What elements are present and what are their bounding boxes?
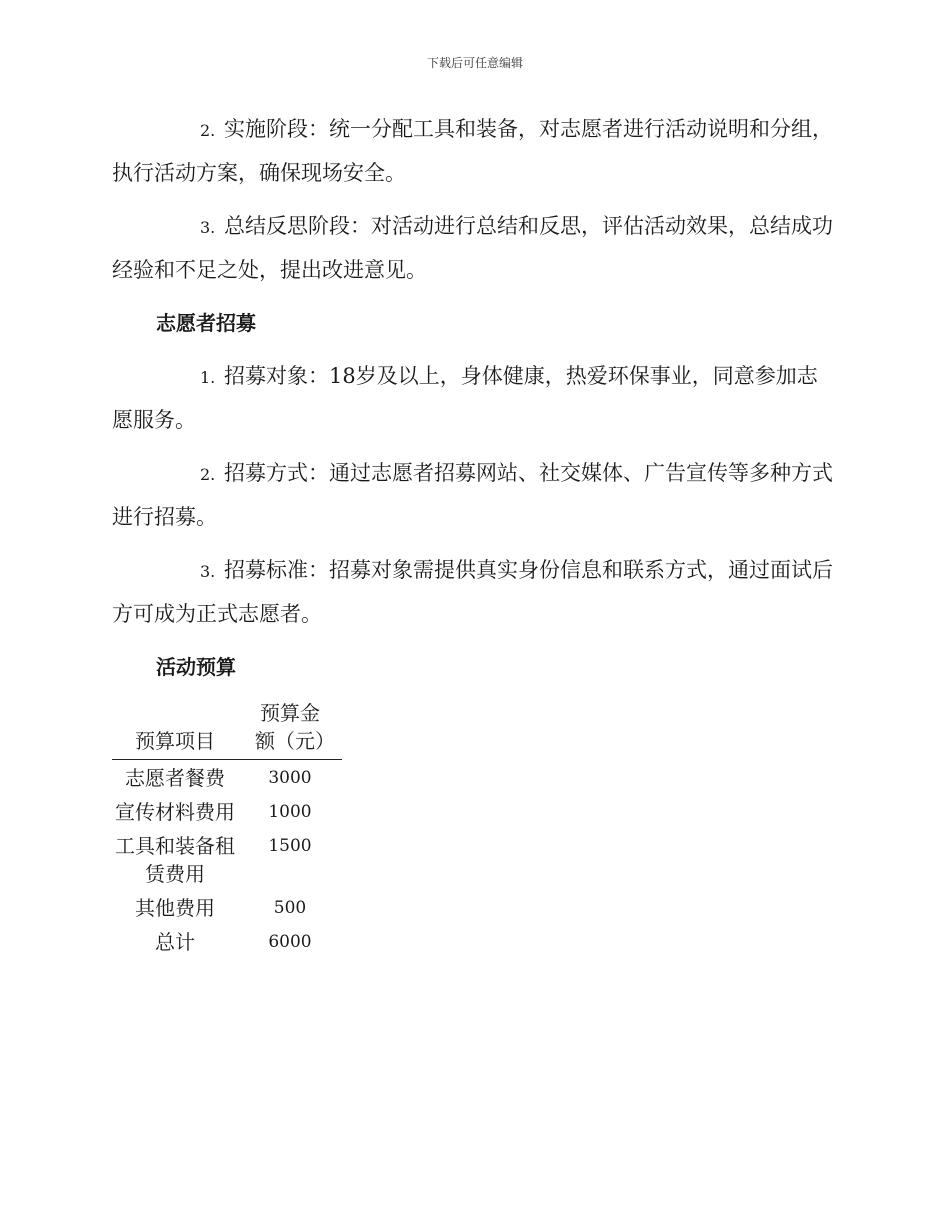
list-item <box>112 549 838 636</box>
list-item <box>112 205 838 292</box>
list-number: 3. <box>200 218 216 237</box>
section-heading-recruit: 志愿者招募 <box>156 311 256 335</box>
table-cell: 3000 <box>268 768 312 788</box>
page-header: 下载后可任意编辑 <box>426 56 523 70</box>
list-item <box>112 355 838 442</box>
list-number: 3. <box>200 562 216 581</box>
list-text: 总结反思阶段：对活动进行总结和反思，评估活动效果，总结成功经验和不足之处，提出改进意见。 <box>112 214 833 282</box>
list-text: 招募对象：18岁及以上，身体健康，热爱环保事业，同意参加志愿服务。 <box>112 364 818 432</box>
table-row <box>112 890 342 924</box>
table-cell: 其他费用 <box>135 896 215 920</box>
table-cell: 总计 <box>155 930 195 954</box>
table-header-row <box>112 699 342 760</box>
list-text: 招募标准：招募对象需提供真实身份信息和联系方式，通过面试后方可成为正式志愿者。 <box>112 558 833 626</box>
table-cell: 宣传材料费用 <box>115 800 235 824</box>
table-header-cell: 预算金额（元） <box>238 699 342 760</box>
budget-table <box>112 699 342 958</box>
list-item <box>112 108 838 195</box>
table-cell: 1000 <box>268 802 312 822</box>
document-body <box>112 108 838 958</box>
list-number: 2. <box>200 465 216 484</box>
table-row <box>112 760 342 795</box>
table-cell: 工具和装备租赁费用 <box>115 834 235 886</box>
table-cell: 500 <box>273 898 307 918</box>
table-cell: 6000 <box>268 932 312 952</box>
table-cell: 1500 <box>268 836 312 856</box>
section-heading-budget: 活动预算 <box>156 655 236 679</box>
list-text: 招募方式：通过志愿者招募网站、社交媒体、广告宣传等多种方式进行招募。 <box>112 461 833 529</box>
table-header-cell: 预算项目 <box>112 699 238 760</box>
table-row <box>112 828 342 890</box>
list-number: 2. <box>200 121 216 140</box>
table-row <box>112 794 342 828</box>
table-row <box>112 924 342 958</box>
list-item <box>112 452 838 539</box>
list-number: 1. <box>200 368 216 387</box>
table-cell: 志愿者餐费 <box>125 766 225 790</box>
list-text: 实施阶段：统一分配工具和装备，对志愿者进行活动说明和分组，执行活动方案，确保现场安全。 <box>112 117 833 185</box>
